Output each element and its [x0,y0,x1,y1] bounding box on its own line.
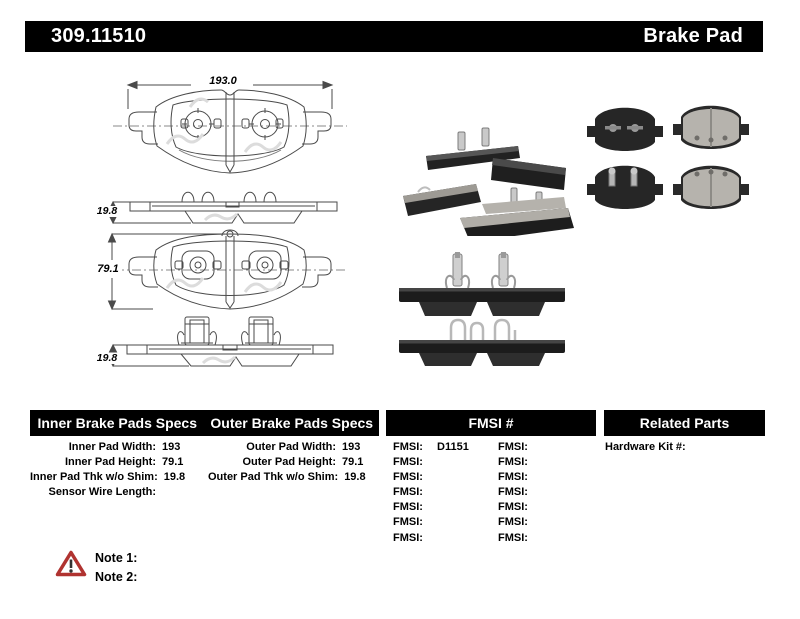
dim-label-width: 193.0 [197,76,249,87]
table-row [393,515,493,530]
table-row [393,500,493,515]
spec-value [156,485,202,500]
fmsi-label: FMSI: [498,516,528,529]
related-label: Hardware Kit #: [605,441,686,453]
fmsi-label: FMSI: [498,471,528,484]
spec-value: 19.8 [163,471,186,484]
table-row [393,485,493,500]
spec-label: Outer Pad Thk w/o Shim: [208,471,339,484]
product-title: Brake Pad [643,25,743,47]
fmsi-value [435,515,437,530]
table-row [30,440,202,455]
spec-label: Sensor Wire Length: [48,486,156,499]
fmsi-label: FMSI: [498,456,528,469]
fmsi-label: FMSI: [498,531,528,544]
part-number: 309.11510 [51,25,147,47]
pad-photo-edge-group [393,248,573,368]
dim-label-inner-height: 79.1 [94,264,122,275]
spec-value: 79.1 [342,456,364,469]
table-row [393,440,493,455]
spec-value: 193 [162,441,181,453]
table-row [393,531,493,546]
table-row [498,485,593,500]
outer-specs-column [208,440,382,485]
table-row [498,470,593,485]
watermark [167,99,281,152]
table-row [30,455,202,470]
fmsi-label: FMSI: [393,456,423,469]
spec-label: Inner Pad Thk w/o Shim: [30,471,158,484]
specs-table-header [30,410,379,436]
fmsi-title: FMSI # [468,415,514,431]
fmsi-label: FMSI: [393,441,423,453]
fmsi-value [540,440,542,455]
inner-specs-title: Inner Brake Pads Specs [37,415,198,431]
fmsi-value [540,455,542,470]
related-parts-column [605,440,765,455]
spec-value: 193 [342,441,361,453]
table-row [498,500,593,515]
table-row [498,515,593,530]
outer-specs-title: Outer Brake Pads Specs [210,415,374,431]
fmsi-label: FMSI: [393,501,423,514]
inner-specs-column [30,440,202,500]
fmsi-value [435,485,437,500]
header-bar [25,21,763,52]
fmsi-label: FMSI: [393,516,423,529]
dim-label-inner-thickness: 19.8 [94,353,120,364]
table-row [498,531,593,546]
fmsi-label: FMSI: [393,471,423,484]
table-row [498,440,593,455]
related-value [686,440,688,455]
fmsi-table-header [386,410,596,436]
fmsi-label: FMSI: [393,531,423,544]
table-row [208,470,382,485]
table-row [30,470,202,485]
fmsi-value [435,470,437,485]
table-row [30,485,202,500]
table-row [393,455,493,470]
fmsi-value [540,485,542,500]
fmsi-value [540,500,542,515]
fmsi-value: D1151 [437,441,469,453]
note-1: Note 1: [95,551,138,565]
spec-value: 19.8 [344,471,366,484]
fmsi-label: FMSI: [393,486,423,499]
inner-pad-side-drawing [95,298,385,368]
table-row [498,455,593,470]
spec-value: 79.1 [162,456,184,469]
pad-photo-angled-group [398,96,578,236]
table-row [208,440,382,455]
fmsi-value [540,531,542,546]
fmsi-label: FMSI: [498,441,528,453]
fmsi-label: FMSI: [498,486,528,499]
fmsi-value [435,455,437,470]
fmsi-value [435,531,437,546]
related-parts-header [604,410,765,436]
table-row [393,470,493,485]
fmsi-column-1 [393,440,493,546]
pad-photo-flat-group [583,92,753,220]
fmsi-value [540,515,542,530]
warning-triangle-icon [55,549,87,578]
fmsi-column-2 [498,440,593,546]
table-row [605,440,765,455]
fmsi-value [435,500,437,515]
fmsi-label: FMSI: [498,501,528,514]
note-2: Note 2: [95,570,138,584]
related-parts-title: Related Parts [639,415,730,431]
spec-label: Inner Pad Height: [64,456,156,469]
spec-label: Inner Pad Width: [68,441,156,453]
spec-label: Outer Pad Width: [246,441,336,453]
spec-label: Outer Pad Height: [242,456,336,469]
dim-label-outer-thickness: 19.8 [94,206,120,217]
fmsi-value [540,470,542,485]
table-row [208,455,382,470]
